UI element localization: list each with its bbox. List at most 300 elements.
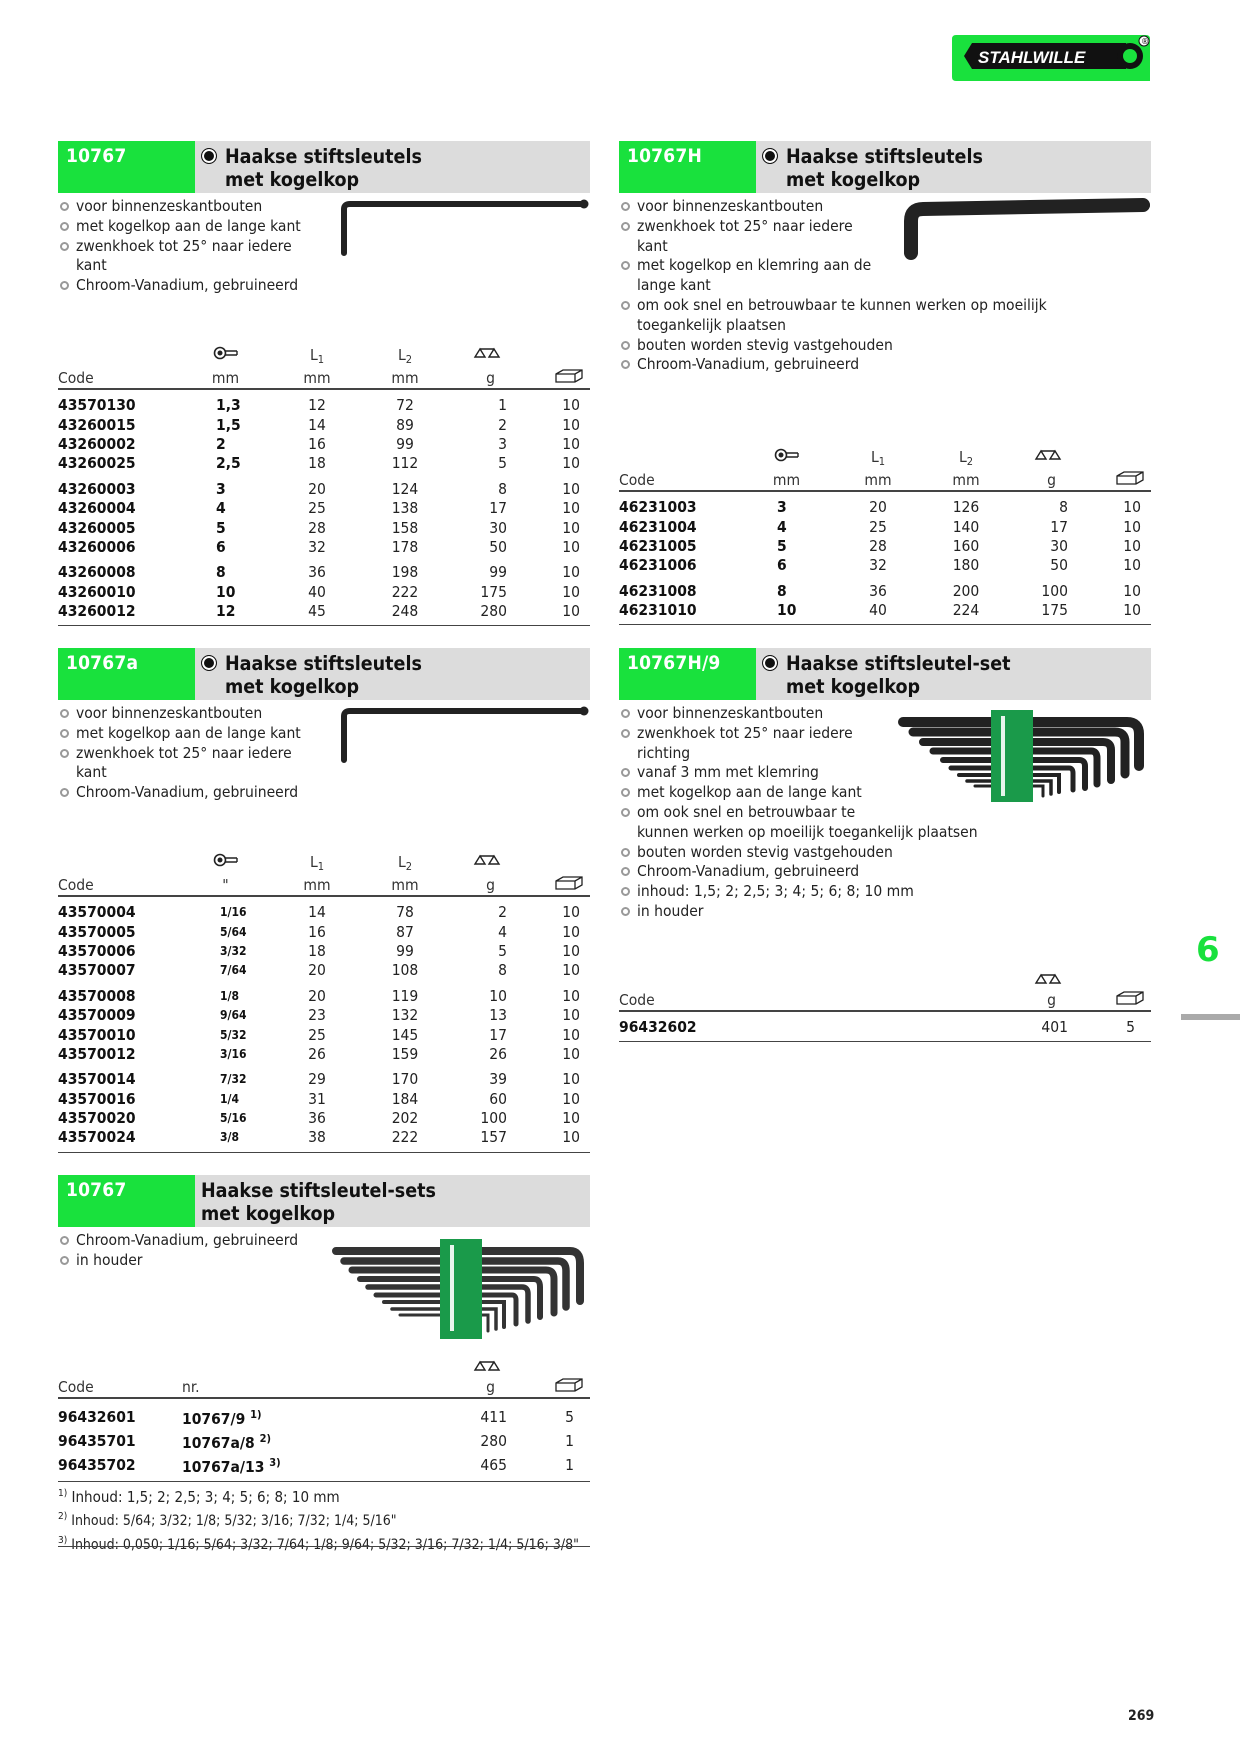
article-number: 43570009	[58, 1006, 136, 1025]
length-l2: 200	[952, 581, 980, 600]
article-number: 43570004	[58, 903, 136, 922]
article-number: 43570016	[58, 1089, 136, 1108]
hex-size: 4	[777, 517, 787, 536]
feature-item: inhoud: 1,5; 2; 2,5; 3; 4; 5; 6; 8; 10 mm	[619, 882, 1151, 902]
package-qty: 10	[1123, 517, 1141, 536]
weight: 5	[498, 941, 507, 960]
feature-item: Chroom-Vanadium, gebruineerd	[58, 783, 590, 803]
length-l1: 12	[308, 396, 326, 415]
package-qty: 10	[562, 434, 580, 453]
col-nr: nr.	[182, 1377, 200, 1396]
weight: 280	[480, 602, 507, 621]
section-header	[619, 648, 1151, 700]
article-number: 43570005	[58, 922, 136, 941]
feature-item: kant	[76, 763, 107, 782]
article-number: 46231003	[619, 498, 697, 517]
article-code: 10767H	[619, 141, 756, 193]
article-number: 46231005	[619, 536, 697, 555]
article-code: 10767H/9	[619, 648, 756, 700]
package-qty-icon	[554, 1377, 584, 1393]
table-row	[619, 498, 1151, 517]
col-code: Code	[58, 1377, 94, 1396]
table-row	[58, 602, 590, 621]
feature-item: Chroom-Vanadium, gebruineerd	[619, 355, 1151, 375]
feature-item: zwenkhoek tot 25° naar iedere	[619, 217, 1151, 237]
length-l1: 20	[308, 961, 326, 980]
feature-item: richting	[637, 743, 691, 762]
package-qty: 10	[562, 1128, 580, 1147]
spec-table-10767a: $L_1$ $L_2$ Code " mm mm g 43570004 1/16 14 78 2 10 43570005 5/64 16 87 4 10 43570006 3/32 18 99 5 10 43570007 7/64 20 108 8 10 43570008 1/8 20 119 10 10 43570009 9/64 23 132 13 10 43570010 5/32 25 145 17 10 43570012 3/16 26 159 26 10 43570014 7/32 29 170 39 10 43570016 1/4 31 184 60 10 43570020 5/16 36 202 100 10 43570024 3/8 38 222 157 10	[58, 844, 590, 1153]
package-qty: 10	[562, 396, 580, 415]
weight: 175	[480, 582, 507, 601]
hex-size-icon	[213, 853, 239, 867]
table-row	[58, 499, 590, 518]
hex-size: 7/32	[220, 1072, 247, 1087]
feature-item: in houder	[58, 1251, 590, 1271]
length-l1: 14	[308, 415, 326, 434]
stahlwille-logo	[950, 33, 1152, 83]
package-qty: 10	[562, 1044, 580, 1063]
section-title: Haakse stiftsleutel-sets met kogelkop	[201, 1179, 436, 1225]
feature-item: zwenkhoek tot 25° naar iedere	[58, 744, 590, 764]
section-10767	[58, 141, 590, 296]
article-number: 43570024	[58, 1128, 136, 1147]
article-number: 43260010	[58, 582, 136, 601]
article-number: 43260005	[58, 518, 136, 537]
weight-scale-icon	[473, 853, 501, 867]
package-qty-icon	[1115, 470, 1145, 486]
length-l1: 28	[308, 518, 326, 537]
table-row	[58, 415, 590, 434]
hex-size: 7/64	[220, 963, 247, 978]
table-row	[619, 1018, 1151, 1037]
length-l2: 99	[396, 941, 414, 960]
footnote-ref: 1)	[250, 1408, 262, 1421]
feature-item: kant	[76, 256, 107, 275]
hex-size: 5/64	[220, 924, 247, 939]
article-number: 96435701	[58, 1431, 136, 1450]
feature-item: zwenkhoek tot 25° naar iedere	[619, 724, 1151, 744]
length-l2: 178	[391, 537, 419, 556]
footnote-divider	[58, 1546, 590, 1547]
col-code: Code	[58, 368, 94, 387]
length-l2: 224	[952, 601, 980, 620]
logo-text: STAHLWILLE	[978, 48, 1086, 67]
weight: 50	[1050, 556, 1068, 575]
length-l2: 180	[952, 556, 980, 575]
table-row	[58, 454, 590, 473]
feature-item: in houder	[619, 902, 1151, 922]
feature-item: lange kant	[637, 276, 711, 295]
package-qty: 10	[562, 941, 580, 960]
spec-table-10767-sets: Code nr. g 96432601 10767/9 $^{1)}$ 411 5 96435701 10767a/8 $^{2)}$ 280 1 96435702 10767a/13 $^{3)}$ 465 1	[58, 1355, 590, 1482]
table-row	[619, 556, 1151, 575]
table-row	[619, 517, 1151, 536]
package-qty: 10	[1123, 536, 1141, 555]
weight: 8	[1059, 498, 1068, 517]
weight: 26	[489, 1044, 507, 1063]
article-number: 46231004	[619, 517, 697, 536]
table-row	[619, 582, 1151, 601]
table-row	[58, 435, 590, 454]
feature-item: Chroom-Vanadium, gebruineerd	[58, 1231, 590, 1251]
footnote: $^{2)}$ Inhoud: 5/64; 3/32; 1/8; 5/32; 3/16; 7/32; 1/4; 5/16"	[58, 1511, 397, 1529]
table-row	[58, 987, 590, 1006]
package-qty: 10	[562, 1070, 580, 1089]
page-number: 269	[1128, 1708, 1155, 1724]
hex-size: 3/32	[220, 943, 247, 958]
package-qty: 10	[562, 1025, 580, 1044]
table-row	[58, 563, 590, 582]
package-qty: 10	[1123, 498, 1141, 517]
table-row	[58, 922, 590, 941]
length-l2: 198	[391, 563, 419, 582]
length-l2: 108	[391, 961, 419, 980]
section-10767H	[619, 141, 1151, 375]
feature-item: met kogelkop en klemring aan de	[619, 256, 1151, 276]
hex-size: 1/8	[220, 988, 239, 1003]
registered-mark: ®	[1141, 37, 1149, 46]
package-qty: 10	[562, 499, 580, 518]
hex-size: 10	[216, 582, 236, 601]
feature-item: toegankelijk plaatsen	[637, 315, 787, 334]
feature-item: met kogelkop aan de lange kant	[58, 217, 590, 237]
weight: 2	[498, 903, 507, 922]
hex-size: 1,5	[216, 415, 241, 434]
weight-scale-icon	[473, 1359, 501, 1373]
weight: 100	[1041, 581, 1068, 600]
weight: 17	[489, 499, 507, 518]
footnote: $^{1)}$ Inhoud: 1,5; 2; 2,5; 3; 4; 5; 6; 8; 10 mm	[58, 1488, 340, 1506]
length-l1: 20	[308, 986, 326, 1005]
weight: 157	[480, 1128, 507, 1147]
length-l1: 16	[308, 922, 326, 941]
hex-size-icon	[774, 448, 800, 462]
table-row	[58, 1090, 590, 1109]
weight: 10	[489, 986, 507, 1005]
feature-item: bouten worden stevig vastgehouden	[619, 336, 1151, 356]
col-code: Code	[58, 875, 94, 894]
article-number: 96432601	[58, 1407, 136, 1426]
length-l1: 32	[869, 556, 887, 575]
feature-item: voor binnenzeskantbouten	[619, 197, 1151, 217]
col-code: Code	[619, 990, 655, 1009]
package-qty: 10	[562, 563, 580, 582]
length-l1: 29	[308, 1070, 326, 1089]
length-l1: 32	[308, 537, 326, 556]
length-l2: 160	[952, 536, 980, 555]
length-l1: 36	[308, 563, 326, 582]
length-l1: 25	[869, 517, 887, 536]
table-row	[619, 537, 1151, 556]
weight: 39	[489, 1070, 507, 1089]
table-row	[58, 538, 590, 557]
hex-size: 5/32	[220, 1027, 247, 1042]
length-l2: 222	[391, 582, 419, 601]
article-number: 43570130	[58, 396, 136, 415]
length-l1: 18	[308, 941, 326, 960]
weight: 17	[1050, 517, 1068, 536]
footnote-ref: 3)	[269, 1456, 281, 1470]
section-10767a	[58, 648, 590, 803]
hex-size: 1/16	[220, 905, 247, 920]
weight: 13	[489, 1006, 507, 1025]
table-row	[619, 601, 1151, 620]
article-number: 46231008	[619, 581, 697, 600]
length-l1: 25	[308, 499, 326, 518]
length-l2: 140	[952, 517, 980, 536]
spec-table-10767: $L_1$ $L_2$ Code mm mm mm g 43570130 1,3 12 72 1 10 43260015 1,5 14 89 2 10 43260002 2 16 99 3 10 43260025 2,5 18 112 5 10 43260003 3 20 124 8 10 43260004 4 25 138 17 10 43260005 5 28 158 30 10 43260006 6 32 178 50 10 43260008 8 36 198 99 10 43260010 10 40 222 175 10 43260012 12 45 248 280 10	[58, 337, 590, 626]
article-number: 43570008	[58, 986, 136, 1005]
feature-item: met kogelkop aan de lange kant	[619, 783, 1151, 803]
article-code: 10767	[58, 1175, 195, 1227]
package-qty: 10	[562, 602, 580, 621]
package-qty-icon	[554, 875, 584, 891]
package-qty: 10	[562, 986, 580, 1005]
feature-item: voor binnenzeskantbouten	[58, 704, 590, 724]
hex-size: 8	[777, 581, 787, 600]
length-l2: 138	[391, 499, 419, 518]
hex-size: 6	[216, 537, 226, 556]
article-number: 46231006	[619, 556, 697, 575]
feature-item: bouten worden stevig vastgehouden	[619, 843, 1151, 863]
package-qty: 10	[562, 922, 580, 941]
spec-table-10767H: $L_1$ $L_2$ Code mm mm mm g 46231003 3 20 126 8 10 46231004 4 25 140 17 10 46231005 5 28 160 30 10 46231006 6 32 180 50 10 46231008 8 36 200 100 10 46231010 10 40 224 175 10	[619, 439, 1151, 625]
feature-item: zwenkhoek tot 25° naar iedere	[58, 237, 590, 257]
set-number: 10767a/13 $^{3)}$	[182, 1456, 281, 1477]
table-row	[58, 1429, 590, 1453]
section-10767H9	[619, 648, 1151, 922]
weight: 60	[489, 1089, 507, 1108]
weight: 401	[1041, 1018, 1068, 1037]
hex-key-image	[336, 197, 592, 257]
hex-size: 2,5	[216, 454, 241, 473]
length-l1: 45	[308, 602, 326, 621]
article-code: 10767	[58, 141, 195, 193]
feature-item: kunnen werken op moeilijk toegankelijk plaatsen	[637, 822, 978, 841]
article-number: 96432602	[619, 1018, 697, 1037]
weight: 465	[480, 1455, 507, 1474]
article-number: 43260008	[58, 563, 136, 582]
length-l2: 78	[396, 903, 414, 922]
package-qty: 10	[562, 582, 580, 601]
table-row	[58, 1070, 590, 1089]
hex-size: 5	[777, 536, 787, 555]
feature-item: voor binnenzeskantbouten	[619, 704, 1151, 724]
table-row	[58, 1405, 590, 1429]
package-qty: 10	[562, 518, 580, 537]
hex-size: 3/8	[220, 1130, 239, 1145]
section-10767-sets	[58, 1175, 590, 1271]
weight: 4	[498, 922, 507, 941]
hex-size: 4	[216, 499, 226, 518]
table-row	[58, 1006, 590, 1025]
hex-size: 12	[216, 602, 236, 621]
package-qty: 10	[562, 537, 580, 556]
chapter-tab-bar	[1181, 1014, 1240, 1020]
ball-head-icon	[201, 148, 217, 164]
package-qty: 10	[562, 479, 580, 498]
length-l2: 89	[396, 415, 414, 434]
section-header	[619, 141, 1151, 193]
weight: 280	[480, 1431, 507, 1450]
weight: 30	[489, 518, 507, 537]
table-row	[58, 961, 590, 980]
set-number: 10767/9 $^{1)}$	[182, 1408, 262, 1429]
length-l2: 126	[952, 498, 980, 517]
table-row	[58, 942, 590, 961]
set-number: 10767a/8 $^{2)}$	[182, 1432, 271, 1453]
hex-size: 3	[216, 479, 226, 498]
section-title: Haakse stiftsleutels met kogelkop	[762, 145, 983, 191]
article-number: 43260003	[58, 479, 136, 498]
table-row	[58, 1045, 590, 1064]
table-row	[58, 1453, 590, 1477]
weight-scale-icon	[1034, 972, 1062, 986]
key-set-holder-image	[326, 1239, 592, 1339]
package-qty: 10	[562, 903, 580, 922]
table-row	[58, 1128, 590, 1147]
package-qty: 10	[562, 1089, 580, 1108]
footnote-ref: 2)	[259, 1432, 271, 1446]
hex-size: 5	[216, 518, 226, 537]
footnote: $^{3)}$ Inhoud: 0,050; 1/16; 5/64; 3/32; 7/64; 1/8; 9/64; 5/32; 3/16; 7/32; 1/4; 5/16; 3/8"	[58, 1535, 579, 1553]
package-qty-icon	[1115, 990, 1145, 1006]
package-qty: 10	[1123, 601, 1141, 620]
length-l2: 184	[391, 1089, 419, 1108]
section-title: Haakse stiftsleutels met kogelkop	[201, 652, 422, 698]
feature-item: Chroom-Vanadium, gebruineerd	[58, 276, 590, 296]
hex-size: 5/16	[220, 1111, 247, 1126]
weight: 411	[480, 1407, 507, 1426]
package-qty: 10	[1123, 581, 1141, 600]
length-l1: 28	[869, 536, 887, 555]
feature-item: voor binnenzeskantbouten	[58, 197, 590, 217]
package-qty: 10	[562, 961, 580, 980]
length-l2: 119	[391, 986, 419, 1005]
length-l1: 31	[308, 1089, 326, 1108]
section-title: Haakse stiftsleutels met kogelkop	[201, 145, 422, 191]
table-row	[58, 1109, 590, 1128]
feature-item: om ook snel en betrouwbaar te	[619, 803, 1151, 823]
hex-size: 8	[216, 563, 226, 582]
article-number: 43570007	[58, 961, 136, 980]
article-code: 10767a	[58, 648, 195, 700]
article-number: 43570014	[58, 1070, 136, 1089]
hex-size: 3/16	[220, 1046, 247, 1061]
article-number: 43260004	[58, 499, 136, 518]
hex-key-image	[336, 704, 592, 764]
length-l1: 20	[869, 498, 887, 517]
length-l2: 202	[391, 1109, 419, 1128]
hex-size: 9/64	[220, 1008, 247, 1023]
weight: 8	[498, 961, 507, 980]
table-row	[58, 1025, 590, 1044]
hex-size: 1/4	[220, 1091, 239, 1106]
article-number: 46231010	[619, 601, 697, 620]
weight: 100	[480, 1109, 507, 1128]
article-number: 43260025	[58, 454, 136, 473]
length-l2: 132	[391, 1006, 419, 1025]
article-number: 43570010	[58, 1025, 136, 1044]
table-row	[58, 396, 590, 415]
chapter-tab: 6	[1196, 930, 1220, 970]
package-qty: 10	[1123, 556, 1141, 575]
length-l2: 248	[391, 602, 419, 621]
weight: 50	[489, 537, 507, 556]
article-number: 43260002	[58, 434, 136, 453]
weight: 8	[498, 479, 507, 498]
package-qty: 1	[565, 1431, 574, 1450]
length-l2: 87	[396, 922, 414, 941]
package-qty: 10	[562, 1006, 580, 1025]
feature-item: om ook snel en betrouwbaar te kunnen werken op moeilijk	[619, 296, 1151, 316]
feature-item: Chroom-Vanadium, gebruineerd	[619, 862, 1151, 882]
length-l1: 18	[308, 454, 326, 473]
package-qty-icon	[554, 368, 584, 384]
package-qty: 10	[562, 1109, 580, 1128]
length-l2: 158	[391, 518, 419, 537]
weight: 1	[498, 396, 507, 415]
section-header	[58, 1175, 590, 1227]
length-l2: 99	[396, 434, 414, 453]
article-number: 43570012	[58, 1044, 136, 1063]
length-l1: 16	[308, 434, 326, 453]
article-number: 43570006	[58, 941, 136, 960]
article-number: 43260006	[58, 537, 136, 556]
feature-item: kant	[637, 236, 668, 255]
length-l1: 20	[308, 479, 326, 498]
article-number: 43260015	[58, 415, 136, 434]
length-l2: 72	[396, 396, 414, 415]
ball-head-icon	[762, 148, 778, 164]
weight: 5	[498, 454, 507, 473]
col-code: Code	[619, 470, 655, 489]
length-l2: 145	[391, 1025, 419, 1044]
weight: 2	[498, 415, 507, 434]
package-qty: 5	[565, 1407, 574, 1426]
length-l1: 40	[308, 582, 326, 601]
feature-item: met kogelkop aan de lange kant	[58, 724, 590, 744]
weight: 30	[1050, 536, 1068, 555]
hex-size-icon	[213, 346, 239, 360]
hex-size: 10	[777, 601, 797, 620]
article-number: 43260012	[58, 602, 136, 621]
key-set-holder-image	[889, 710, 1153, 802]
length-l1: 25	[308, 1025, 326, 1044]
section-header	[58, 648, 590, 700]
weight: 175	[1041, 601, 1068, 620]
table-row	[58, 480, 590, 499]
footnotes	[58, 1484, 590, 1555]
weight-scale-icon	[473, 346, 501, 360]
ball-head-icon	[201, 655, 217, 671]
length-l2: 159	[391, 1044, 419, 1063]
table-row	[58, 583, 590, 602]
feature-item: vanaf 3 mm met klemring	[619, 763, 1151, 783]
hex-size: 1,3	[216, 396, 241, 415]
package-qty: 10	[562, 454, 580, 473]
length-l1: 36	[308, 1109, 326, 1128]
weight-scale-icon	[1034, 448, 1062, 462]
length-l1: 36	[869, 581, 887, 600]
length-l2: 222	[391, 1128, 419, 1147]
hex-size: 2	[216, 434, 226, 453]
weight: 17	[489, 1025, 507, 1044]
package-qty: 5	[1126, 1018, 1135, 1037]
length-l1: 14	[308, 903, 326, 922]
hex-size: 3	[777, 498, 787, 517]
